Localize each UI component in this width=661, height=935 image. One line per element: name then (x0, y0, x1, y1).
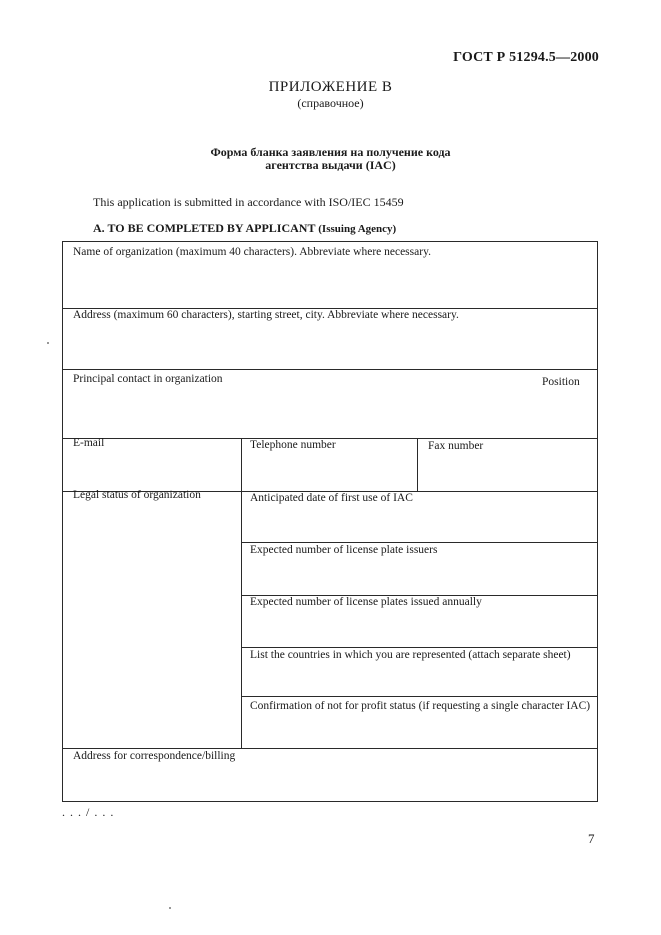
section-heading-main: A. TO BE COMPLETED BY APPLICANT (93, 221, 316, 235)
section-heading (93, 221, 396, 236)
appendix-title: ПРИЛОЖЕНИЕ В (268, 79, 393, 95)
scan-speck (47, 342, 49, 344)
scan-speck (169, 907, 171, 909)
countries-label: List the countries in which you are represented (attach separate sheet) (250, 649, 571, 661)
fax-label: Fax number (428, 440, 484, 452)
telephone-label: Telephone number (250, 439, 336, 451)
column-divider (417, 438, 418, 491)
address-label: Address (maximum 60 characters), starting street, city. Abbreviate where necessary. (73, 309, 459, 321)
continuation-mark: . . . / . . . (62, 805, 115, 819)
plate-issuers-label: Expected number of license plate issuers (250, 544, 438, 556)
intro-text: This application is submitted in accordance with ISO/IEC 15459 (93, 195, 404, 209)
appendix-subtitle: (справочное) (297, 96, 364, 110)
row-divider (63, 748, 598, 749)
form-title (0, 146, 661, 172)
legal-status-label: Legal status of organization (73, 489, 201, 501)
position-label: Position (542, 376, 580, 388)
form-title-line-2: агентства выдачи (IAC) (265, 158, 396, 172)
application-form (62, 241, 598, 802)
nonprofit-label: Confirmation of not for profit status (if requesting a single character IAC) (250, 700, 591, 712)
first-use-date-label: Anticipated date of first use of IAC (250, 492, 413, 504)
row-divider (241, 696, 598, 697)
org-name-label: Name of organization (maximum 40 characters). Abbreviate where necessary. (73, 246, 431, 258)
row-divider (241, 542, 598, 543)
row-divider (241, 647, 598, 648)
form-title-line-1: Форма бланка заявления на получение кода (210, 145, 451, 159)
section-heading-suffix: (Issuing Agency) (318, 223, 397, 235)
row-divider (63, 369, 598, 370)
email-label: E-mail (73, 437, 105, 449)
plates-annually-label: Expected number of license plates issued annually (250, 596, 482, 608)
principal-contact-label: Principal contact in organization (73, 373, 223, 385)
page-number: 7 (588, 831, 595, 846)
column-divider (241, 438, 242, 748)
correspondence-address-label: Address for correspondence/billing (73, 750, 236, 762)
standard-number: ГОСТ Р 51294.5—2000 (453, 50, 599, 65)
